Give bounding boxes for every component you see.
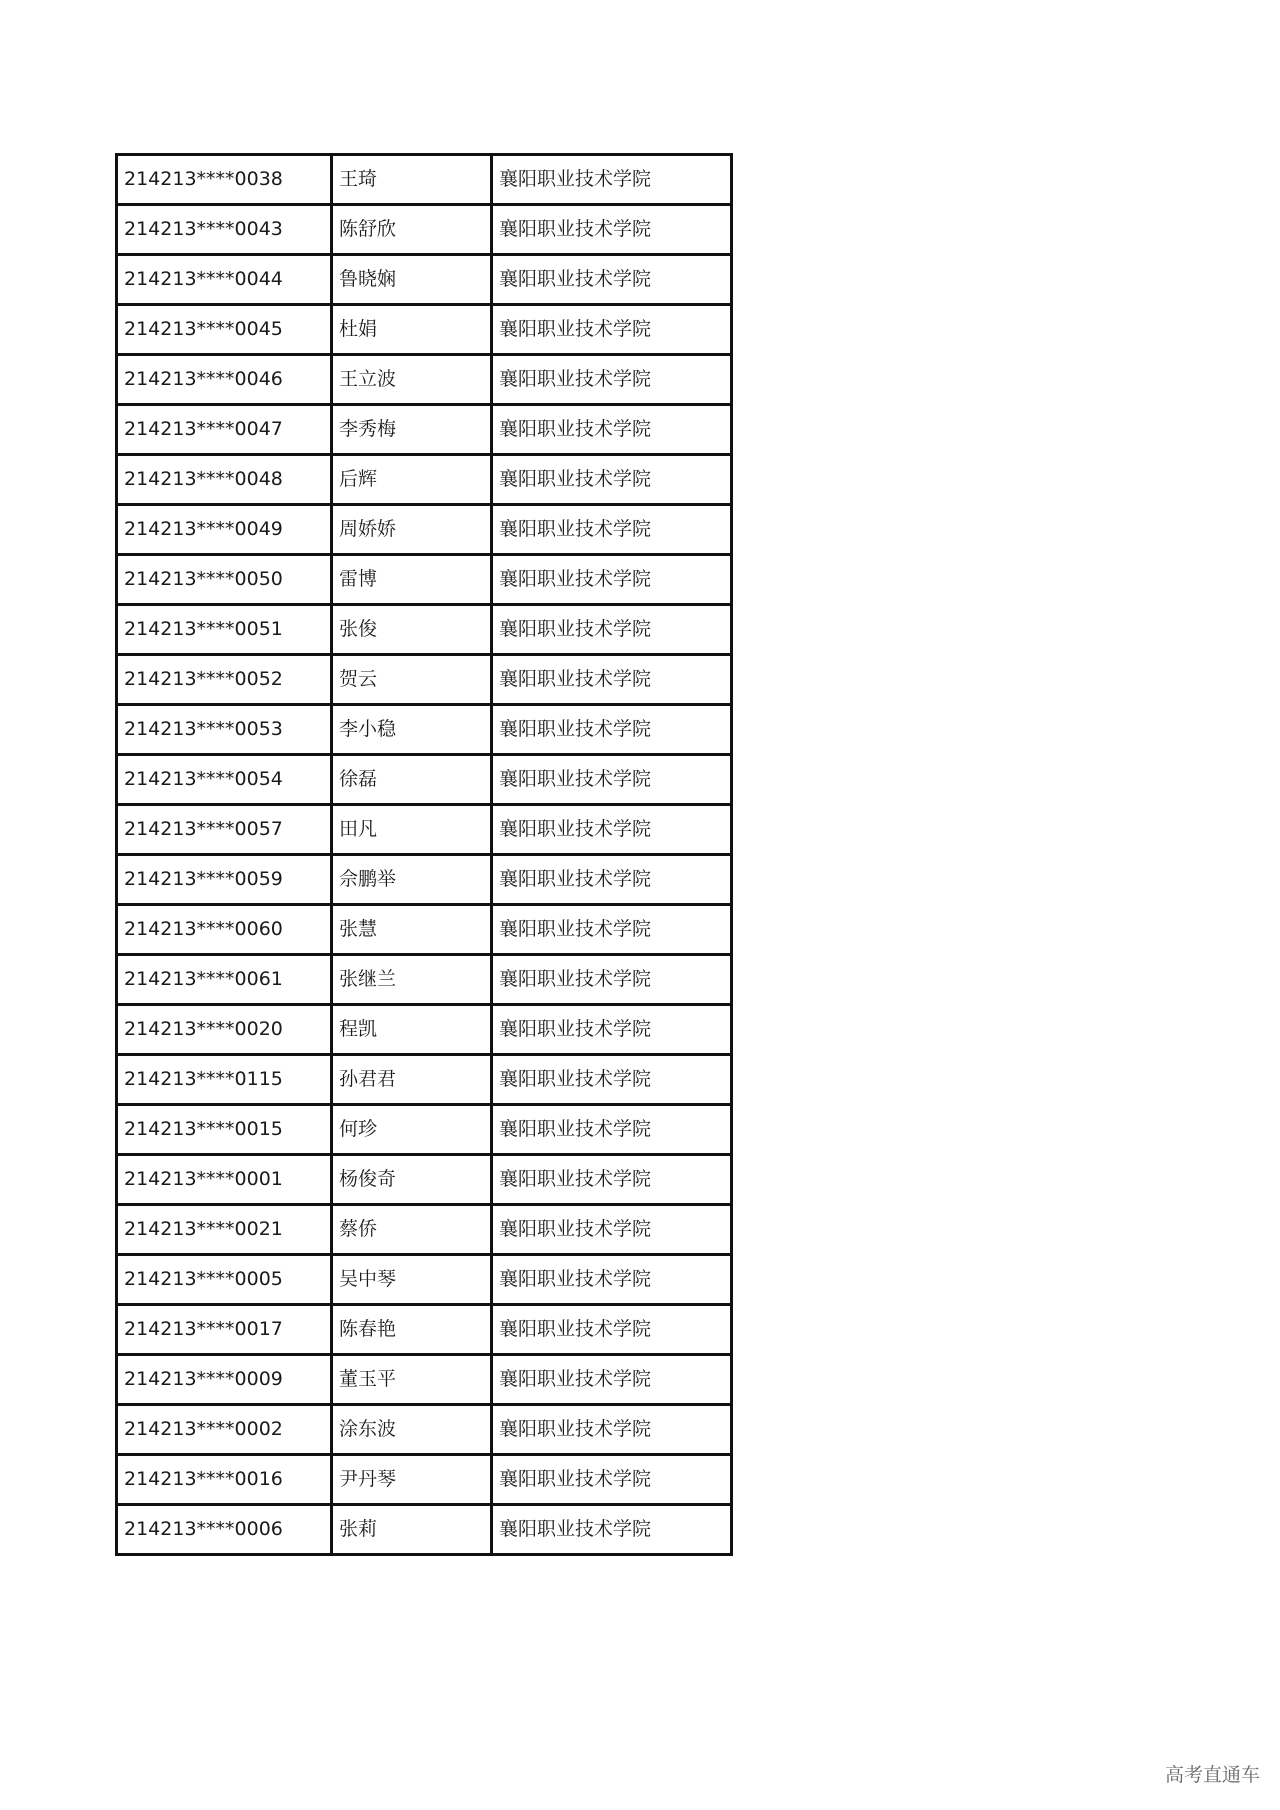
student-name-cell: 张莉 xyxy=(332,1505,492,1555)
table-row xyxy=(117,355,732,405)
student-name-cell: 佘鹏举 xyxy=(332,855,492,905)
candidate-id-cell: 214213****0052 xyxy=(117,655,332,705)
table-row xyxy=(117,705,732,755)
table-row xyxy=(117,655,732,705)
school-name-cell: 襄阳职业技术学院 xyxy=(492,655,732,705)
school-name-cell: 襄阳职业技术学院 xyxy=(492,905,732,955)
table-row xyxy=(117,755,732,805)
school-name-cell: 襄阳职业技术学院 xyxy=(492,505,732,555)
candidate-id-cell: 214213****0061 xyxy=(117,955,332,1005)
table-row xyxy=(117,555,732,605)
candidate-id-cell: 214213****0057 xyxy=(117,805,332,855)
watermark-text: 高考直通车 xyxy=(1164,1764,1260,1786)
school-name-cell: 襄阳职业技术学院 xyxy=(492,705,732,755)
candidate-id-cell: 214213****0059 xyxy=(117,855,332,905)
school-name-cell: 襄阳职业技术学院 xyxy=(492,455,732,505)
student-name-cell: 张慧 xyxy=(332,905,492,955)
table-row xyxy=(117,1105,732,1155)
table-row xyxy=(117,1455,732,1505)
table-row xyxy=(117,1305,732,1355)
school-name-cell: 襄阳职业技术学院 xyxy=(492,755,732,805)
table-row xyxy=(117,405,732,455)
table-row xyxy=(117,905,732,955)
student-name-cell: 蔡侨 xyxy=(332,1205,492,1255)
school-name-cell: 襄阳职业技术学院 xyxy=(492,855,732,905)
student-name-cell: 吴中琴 xyxy=(332,1255,492,1305)
table-row xyxy=(117,1255,732,1305)
candidate-id-cell: 214213****0015 xyxy=(117,1105,332,1155)
candidate-id-cell: 214213****0045 xyxy=(117,305,332,355)
school-name-cell: 襄阳职业技术学院 xyxy=(492,305,732,355)
student-name-cell: 鲁晓娴 xyxy=(332,255,492,305)
school-name-cell: 襄阳职业技术学院 xyxy=(492,255,732,305)
candidate-id-cell: 214213****0051 xyxy=(117,605,332,655)
school-name-cell: 襄阳职业技术学院 xyxy=(492,355,732,405)
student-name-cell: 陈春艳 xyxy=(332,1305,492,1355)
table-row xyxy=(117,855,732,905)
candidate-id-cell: 214213****0005 xyxy=(117,1255,332,1305)
candidate-id-cell: 214213****0054 xyxy=(117,755,332,805)
school-name-cell: 襄阳职业技术学院 xyxy=(492,1205,732,1255)
table-row xyxy=(117,1505,732,1555)
school-name-cell: 襄阳职业技术学院 xyxy=(492,555,732,605)
school-name-cell: 襄阳职业技术学院 xyxy=(492,805,732,855)
table-row xyxy=(117,1055,732,1105)
table-row xyxy=(117,1005,732,1055)
student-name-cell: 程凯 xyxy=(332,1005,492,1055)
candidate-id-cell: 214213****0044 xyxy=(117,255,332,305)
table-row xyxy=(117,155,732,205)
student-name-cell: 李小稳 xyxy=(332,705,492,755)
student-name-cell: 涂东波 xyxy=(332,1405,492,1455)
student-name-cell: 李秀梅 xyxy=(332,405,492,455)
school-name-cell: 襄阳职业技术学院 xyxy=(492,1405,732,1455)
student-name-cell: 张俊 xyxy=(332,605,492,655)
student-name-cell: 董玉平 xyxy=(332,1355,492,1405)
candidate-id-cell: 214213****0038 xyxy=(117,155,332,205)
student-name-cell: 孙君君 xyxy=(332,1055,492,1105)
school-name-cell: 襄阳职业技术学院 xyxy=(492,155,732,205)
candidate-id-cell: 214213****0001 xyxy=(117,1155,332,1205)
candidate-id-cell: 214213****0046 xyxy=(117,355,332,405)
school-name-cell: 襄阳职业技术学院 xyxy=(492,955,732,1005)
table-row xyxy=(117,1205,732,1255)
school-name-cell: 襄阳职业技术学院 xyxy=(492,605,732,655)
candidate-id-cell: 214213****0020 xyxy=(117,1005,332,1055)
candidate-id-cell: 214213****0047 xyxy=(117,405,332,455)
table-body xyxy=(117,155,732,1555)
student-name-cell: 徐磊 xyxy=(332,755,492,805)
school-name-cell: 襄阳职业技术学院 xyxy=(492,1155,732,1205)
school-name-cell: 襄阳职业技术学院 xyxy=(492,1105,732,1155)
student-name-cell: 陈舒欣 xyxy=(332,205,492,255)
candidate-id-cell: 214213****0060 xyxy=(117,905,332,955)
table-row xyxy=(117,1355,732,1405)
student-name-cell: 后辉 xyxy=(332,455,492,505)
candidate-id-cell: 214213****0115 xyxy=(117,1055,332,1105)
candidate-id-cell: 214213****0053 xyxy=(117,705,332,755)
table-row xyxy=(117,805,732,855)
candidate-id-cell: 214213****0049 xyxy=(117,505,332,555)
student-name-cell: 杨俊奇 xyxy=(332,1155,492,1205)
candidate-id-cell: 214213****0048 xyxy=(117,455,332,505)
school-name-cell: 襄阳职业技术学院 xyxy=(492,405,732,455)
student-name-cell: 王琦 xyxy=(332,155,492,205)
school-name-cell: 襄阳职业技术学院 xyxy=(492,1505,732,1555)
candidate-id-cell: 214213****0021 xyxy=(117,1205,332,1255)
table-row xyxy=(117,1405,732,1455)
student-name-cell: 尹丹琴 xyxy=(332,1455,492,1505)
candidate-id-cell: 214213****0043 xyxy=(117,205,332,255)
table-row xyxy=(117,505,732,555)
table-row xyxy=(117,205,732,255)
student-name-cell: 贺云 xyxy=(332,655,492,705)
table-row xyxy=(117,255,732,305)
student-name-cell: 王立波 xyxy=(332,355,492,405)
school-name-cell: 襄阳职业技术学院 xyxy=(492,1055,732,1105)
table-row xyxy=(117,955,732,1005)
school-name-cell: 襄阳职业技术学院 xyxy=(492,1455,732,1505)
school-name-cell: 襄阳职业技术学院 xyxy=(492,1005,732,1055)
candidate-id-cell: 214213****0016 xyxy=(117,1455,332,1505)
candidate-id-cell: 214213****0050 xyxy=(117,555,332,605)
school-name-cell: 襄阳职业技术学院 xyxy=(492,1255,732,1305)
student-name-cell: 雷博 xyxy=(332,555,492,605)
table-row xyxy=(117,305,732,355)
student-name-cell: 杜娟 xyxy=(332,305,492,355)
table-row xyxy=(117,1155,732,1205)
student-name-cell: 周娇娇 xyxy=(332,505,492,555)
student-name-cell: 张继兰 xyxy=(332,955,492,1005)
candidate-id-cell: 214213****0017 xyxy=(117,1305,332,1355)
student-name-cell: 田凡 xyxy=(332,805,492,855)
table-row xyxy=(117,455,732,505)
candidate-id-cell: 214213****0002 xyxy=(117,1405,332,1455)
candidate-id-cell: 214213****0009 xyxy=(117,1355,332,1405)
school-name-cell: 襄阳职业技术学院 xyxy=(492,1305,732,1355)
candidate-id-cell: 214213****0006 xyxy=(117,1505,332,1555)
student-name-cell: 何珍 xyxy=(332,1105,492,1155)
admission-list-table xyxy=(115,153,733,1556)
school-name-cell: 襄阳职业技术学院 xyxy=(492,205,732,255)
table-row xyxy=(117,605,732,655)
school-name-cell: 襄阳职业技术学院 xyxy=(492,1355,732,1405)
